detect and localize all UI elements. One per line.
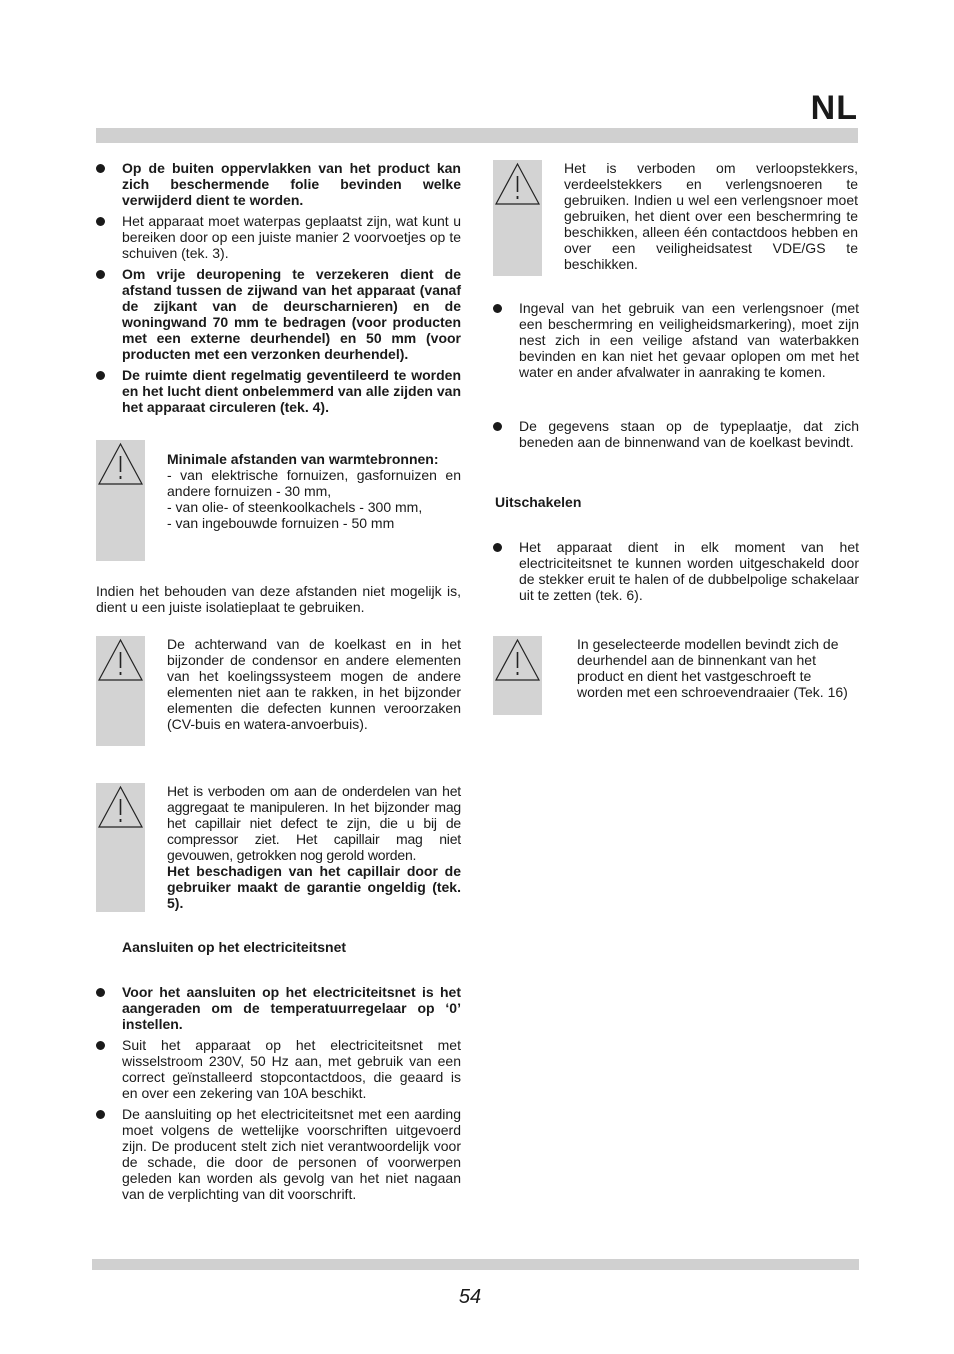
list-item: De ruimte dient regelmatig geventileerd te worden en het lucht dient onbelemmerd van alle zijden van het apparaat circuleren (tek. 4). xyxy=(96,367,461,415)
warning-box xyxy=(96,440,145,561)
warning-bold-text: Het beschadigen van het capillair door de gebruiker maakt de garantie ongeldig (tek. 5). xyxy=(167,863,461,911)
bullet-list-extension xyxy=(493,300,859,385)
warning-text: In geselecteerde modellen bevindt zich de deurhendel aan de binnenkant van het product en dient het vastgeschroeft te worden met een schroevendraaier (Tek. 16) xyxy=(577,636,848,700)
warning-text: De achterwand van de koelkast en in het bijzonder de condensor en andere elementen van het koelingssysteem mogen de andere elementen niet aan te rakken, in het bijzonder elementen die defecten kunnen veroorzaken (CV-buis en watera-anvoerbuis). xyxy=(167,636,461,732)
warning-box xyxy=(96,636,145,746)
warning-line: - van elektrische fornuizen, gasfornuizen en andere fornuizen - 30 mm, xyxy=(167,467,461,499)
warning-line: - van olie- of steenkoolkachels - 300 mm, xyxy=(167,499,423,515)
page-number: 54 xyxy=(458,1286,482,1308)
list-item: Voor het aansluiten op het electriciteitsnet is het aangeraden om de temperatuurregelaar op ‘0’ instellen. xyxy=(96,984,461,1032)
top-divider-bar xyxy=(96,128,858,143)
list-item: Het apparaat dient in elk moment van het electriciteitsnet te kunnen worden uitgeschakeld door de stekker eruit te halen of de dubbelpolige schakelaar uit te zetten (tek. 6). xyxy=(493,539,859,603)
section-heading-electricity: Aansluiten op het electriciteitsnet xyxy=(122,939,347,955)
bullet-list-installation xyxy=(96,160,461,420)
warning-title: Minimale afstanden van warmtebronnen: xyxy=(167,451,439,467)
language-code: NL xyxy=(810,89,858,127)
warning-triangle-icon xyxy=(494,638,541,682)
warning-text: Het is verboden om aan de onderdelen van het aggregaat te manipuleren. In het bijzonder mag het capillair niet defect te zijn, die u bij de compressor ziet. Het capillair mag niet gevouwen, getrokken nog gerold worden. xyxy=(167,783,461,863)
warning-triangle-icon xyxy=(97,442,144,486)
insulation-paragraph: Indien het behouden van deze afstanden niet mogelijk is, dient u een juiste isolatieplaat te gebruiken. xyxy=(96,583,461,615)
bullet-list-electricity xyxy=(96,984,461,1207)
list-item: Ingeval van het gebruik van een verlengsnoer (met een beschermring en veiligheidsmarkering), moet zijn nest zich in een veilige afstand van waterbakken bevinden en kan niet het gevaar oplopen om met het water en ander afvalwater in aanraking te komen. xyxy=(493,300,859,380)
list-item: Het apparaat moet waterpas geplaatst zijn, wat kunt u bereiken door op een juiste manier 2 voorvoetjes op te schuiven (tek. 3). xyxy=(96,213,461,261)
section-heading-switch-off: Uitschakelen xyxy=(495,494,582,510)
warning-triangle-icon xyxy=(97,785,144,829)
warning-box xyxy=(96,783,145,912)
bullet-list-switch-off xyxy=(493,539,859,608)
warning-line: - van ingebouwde fornuizen - 50 mm xyxy=(167,515,395,531)
warning-box xyxy=(493,160,542,276)
list-item: De gegevens staan op de typeplaatje, dat zich beneden aan de binnenwand van de koelkast bevindt. xyxy=(493,418,859,450)
warning-triangle-icon xyxy=(97,638,144,682)
list-item: De aansluiting op het electriciteitsnet met een aarding moet volgens de wettelijke voorschriften uitgevoerd zijn. De producent stelt zich niet verantwoordelijk voor de schade, die door de personen of voorwerpen geleden kan worden als gevolg van het niet nagaan van de verplichting van dit voorschrift. xyxy=(96,1106,461,1202)
bottom-divider-bar xyxy=(92,1259,859,1270)
warning-text: Het is verboden om verloopstekkers, verdeelstekkers en verlengsnoeren te gebruiken. Indien u wel een verlengsnoer moet gebruiken, het dient over een beschermring te beschikken, alleen één contactdoos hebben en over een veiligheidsatest VDE/GS te beschikken. xyxy=(564,160,858,272)
list-item: Om vrije deuropening te verzekeren dient de afstand tussen de zijwand van het apparaat (vanaf de zijkant van de deurscharnieren) en de woningwand 70 mm te bedragen (voor producten met een externe deurhendel) en 50 mm (voor producten met een verzonken deurhendel). xyxy=(96,266,461,362)
warning-box xyxy=(493,636,542,715)
bullet-list-typeplate xyxy=(493,418,859,455)
list-item: Suit het apparaat op het electriciteitsnet met wisselstroom 230V, 50 Hz aan, met gebruik van een correct geïnstalleerd stopcontactdoos, die geaard is en over een zekering van 10A beschikt. xyxy=(96,1037,461,1101)
list-item: Op de buiten oppervlakken van het product kan zich beschermende folie bevinden welke verwijderd dient te worden. xyxy=(96,160,461,208)
warning-triangle-icon xyxy=(494,162,541,206)
